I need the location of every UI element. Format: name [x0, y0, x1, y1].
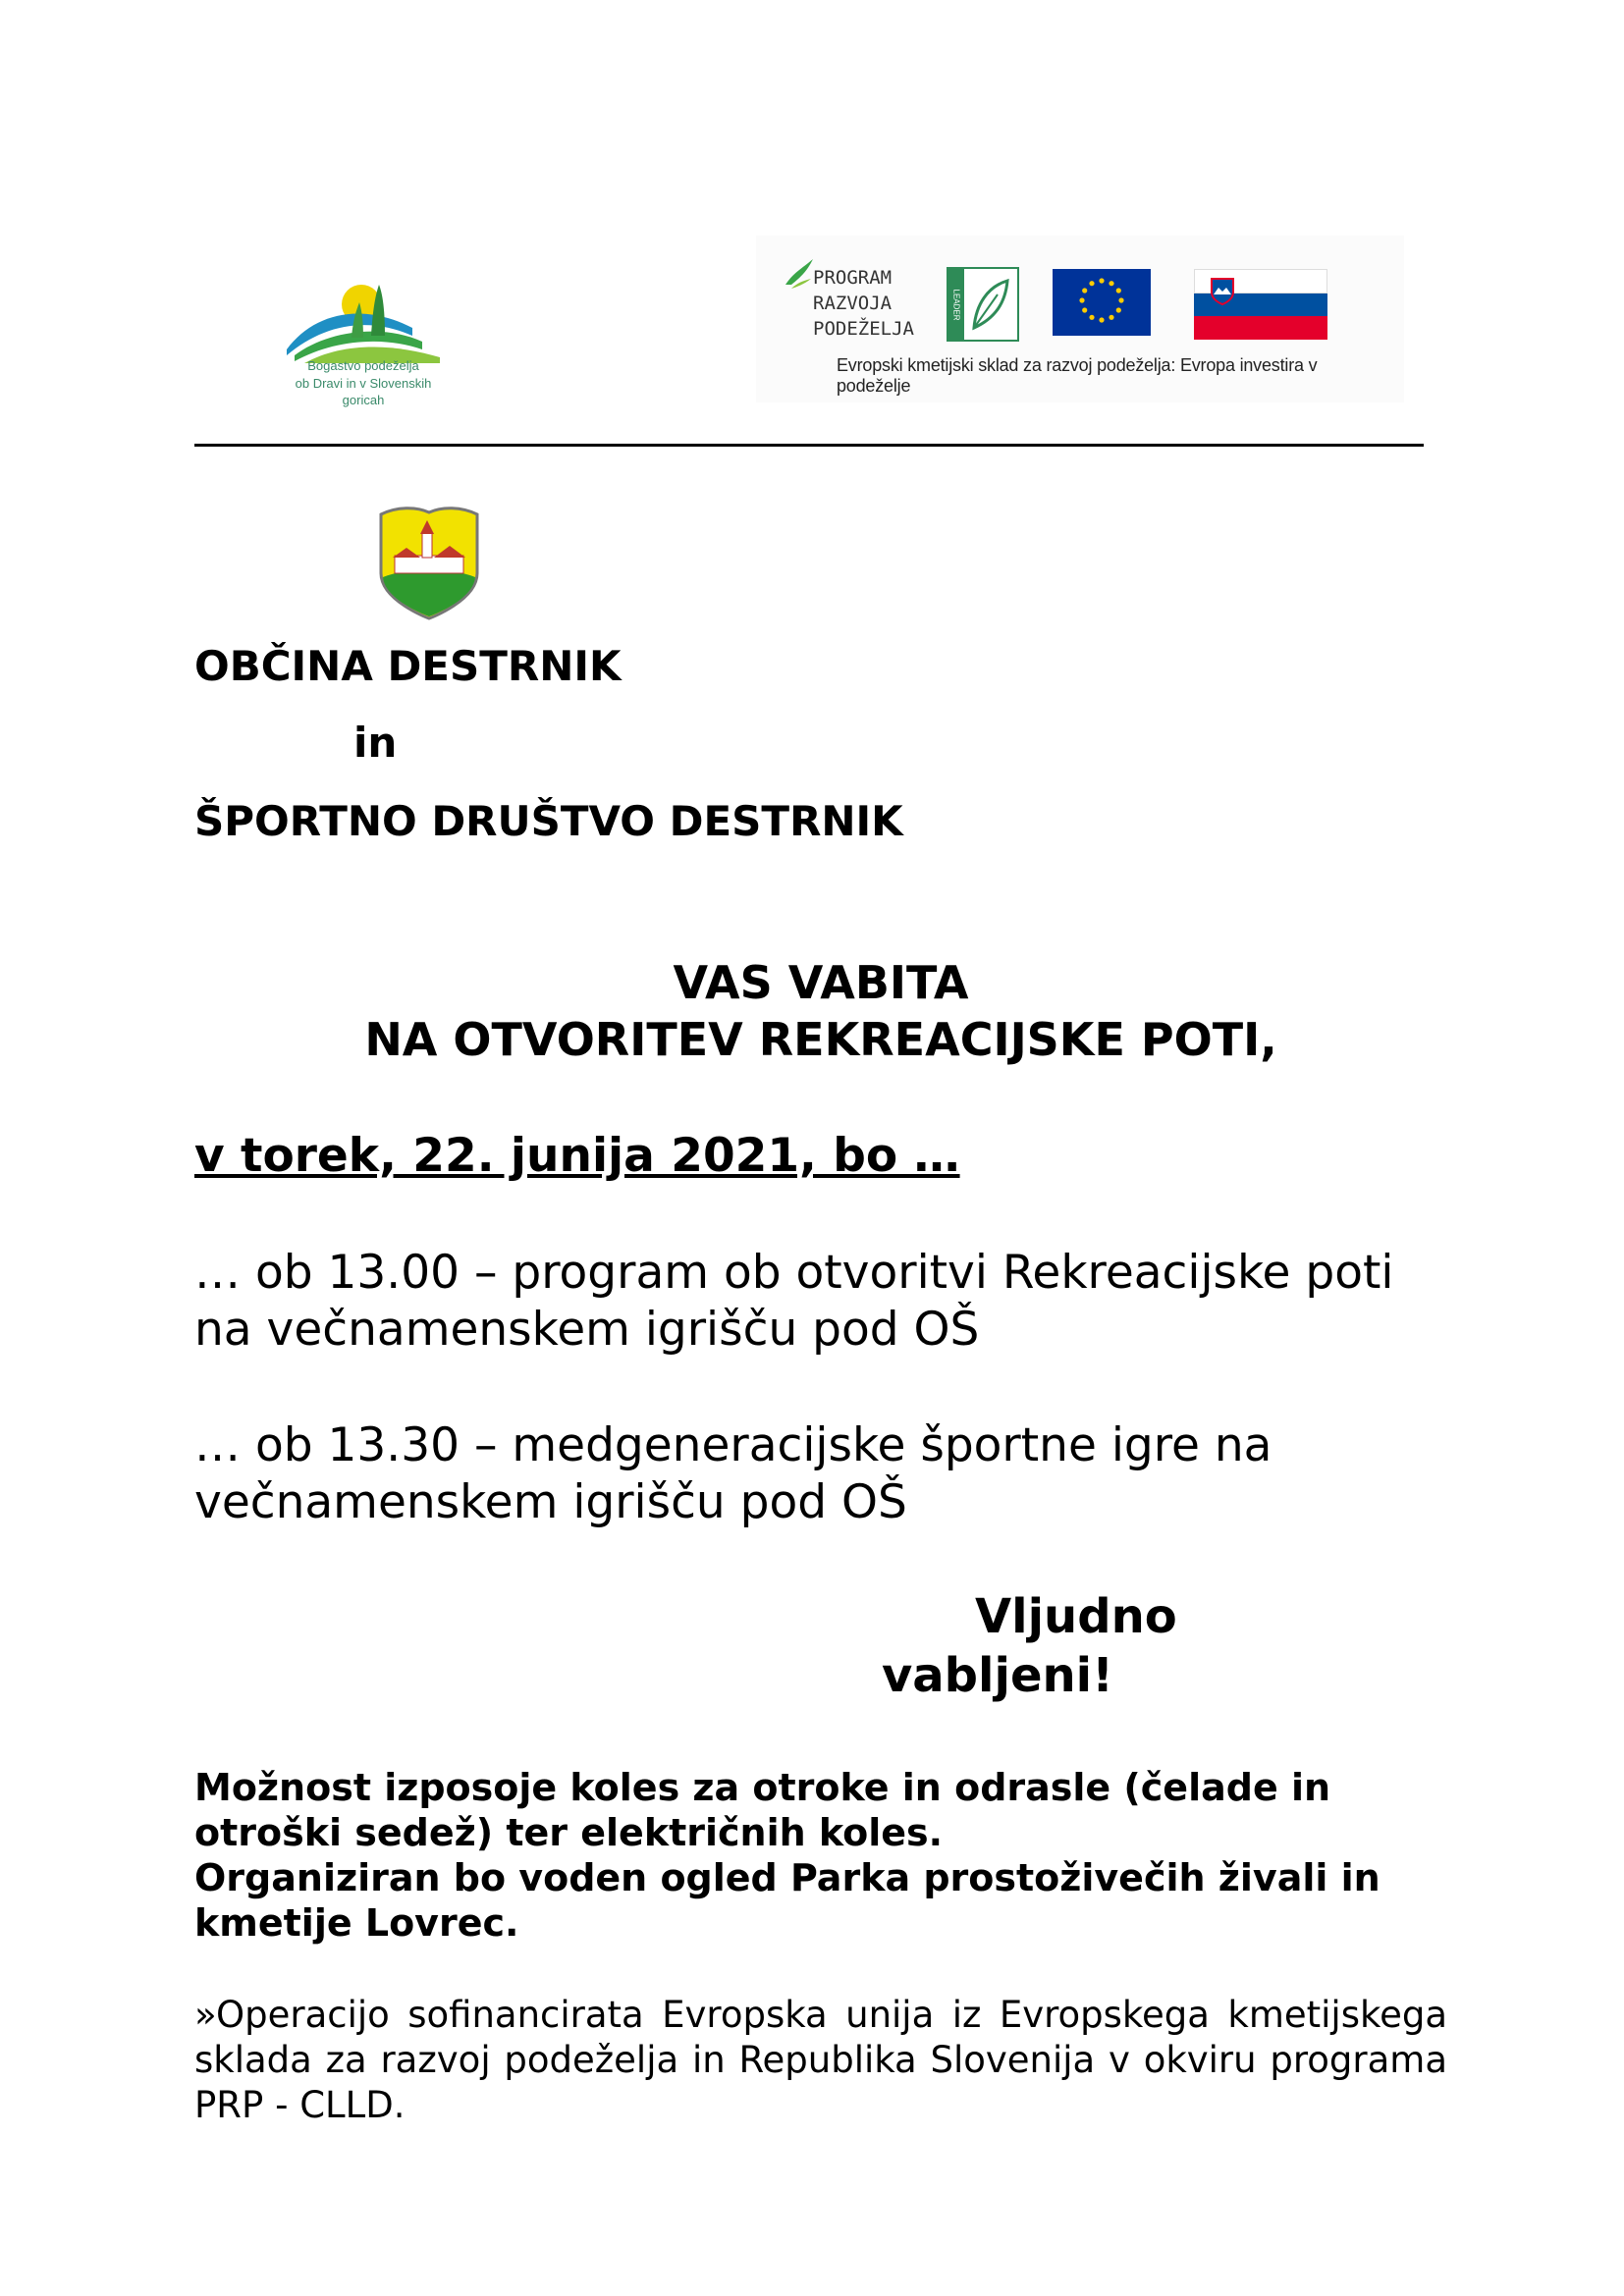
- program-text: [813, 265, 914, 342]
- program-item: … ob 13.30 – medgeneracijske športne igre na večnamenskem igrišču pod OŠ: [194, 1418, 1272, 1529]
- leaf-icon: [968, 275, 1013, 334]
- landscape-logo-icon: [275, 273, 452, 371]
- program-line1: PROGRAM: [813, 267, 893, 289]
- invitation-heading-line1: VAS VABITA: [673, 956, 969, 1009]
- logo-caption-line1: Bogastvo podeželja: [307, 358, 419, 373]
- bogastvo-podezelja-logo: [275, 273, 452, 410]
- header-divider: [194, 444, 1424, 447]
- logo-caption-line2: ob Dravi in v Slovenskih goricah: [295, 376, 432, 407]
- funding-banner: [756, 236, 1404, 402]
- organizer-sports-club: ŠPORTNO DRUŠTVO DESTRNIK: [194, 797, 903, 845]
- leader-logo: [947, 267, 1019, 342]
- program-line2: RAZVOJA: [813, 293, 893, 314]
- note-guided-tour: Organiziran bo voden ogled Parka prostoživečih živali in kmetije Lovrec.: [194, 1856, 1380, 1945]
- coat-of-arms-icon: [377, 505, 481, 620]
- program-item: … ob 13.00 – program ob otvoritvi Rekreacijske poti na večnamenskem igrišču pod OŠ: [194, 1246, 1394, 1357]
- eu-flag-icon: [1053, 269, 1151, 336]
- program-line3: PODEŽELJA: [813, 318, 914, 340]
- funding-statement: »Operacijo sofinancirata Evropska unija iz Evropskega kmetijskega sklada za razvoj podeželja in Republika Slovenija v okviru programa PRP - CLLD.: [194, 1994, 1447, 2126]
- closing-line1: Vljudno: [975, 1589, 1177, 1644]
- organizer-conjunction: in: [353, 719, 398, 767]
- banner-caption: Evropski kmetijski sklad za razvoj podeželja: Evropa investira v podeželje: [837, 355, 1318, 396]
- event-date: v torek, 22. junija 2021, bo …: [194, 1129, 960, 1183]
- invitation-heading-line2: NA OTVORITEV REKREACIJSKE POTI,: [364, 1013, 1277, 1066]
- leader-text: LEADER: [951, 289, 961, 321]
- slovenia-flag-icon: [1194, 269, 1327, 338]
- organizer-municipality: OBČINA DESTRNIK: [194, 642, 622, 690]
- bird-icon: [782, 255, 817, 294]
- closing-line2: vabljeni!: [882, 1648, 1114, 1703]
- note-bike-rental: Možnost izposoje koles za otroke in odrasle (čelade in otroški sedež) ter električnih koles.: [194, 1766, 1331, 1854]
